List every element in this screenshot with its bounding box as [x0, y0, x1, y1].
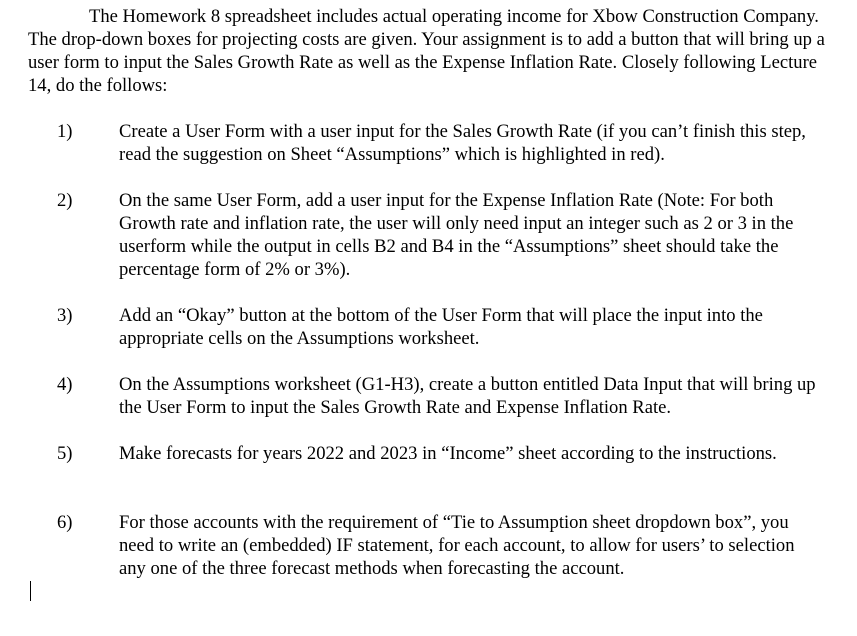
text-cursor[interactable] [30, 581, 31, 601]
list-item-number: 1) [57, 121, 73, 142]
list-item-text: Create a User Form with a user input for the Sales Growth Rate (if you can’t finish this step, read the suggestion on Sheet “Assumptions” which is highlighted in red). [119, 121, 806, 165]
list-item-text: On the Assumptions worksheet (G1-H3), create a button entitled Data Input that will bring up the User Form to input the Sales Growth Rate and Expense Inflation Rate. [119, 374, 816, 418]
list-item-number: 4) [57, 374, 73, 395]
list-item-number: 6) [57, 512, 73, 533]
list-item-text: Add an “Okay” button at the bottom of the User Form that will place the input into the appropriate cells on the Assumptions worksheet. [119, 305, 763, 349]
list-item-number: 5) [57, 443, 73, 464]
list-item-text: For those accounts with the requirement of “Tie to Assumption sheet dropdown box”, you need to write an (embedded) IF statement, for each account, to allow for users’ to selection any one of the three forecast methods when forecasting the account. [119, 512, 795, 579]
intro-paragraph: The Homework 8 spreadsheet includes actual operating income for Xbow Construction Company. The drop-down boxes for projecting costs are given. Your assignment is to add a button that will bring up a user form to input the Sales Growth Rate as well as the Expense Inflation Rate. Closely following Lecture 14, do the follows: [28, 6, 825, 96]
list-item-number: 2) [57, 190, 73, 211]
list-item-text: Make forecasts for years 2022 and 2023 in “Income” sheet according to the instructions. [119, 443, 777, 464]
list-item-text: On the same User Form, add a user input for the Expense Inflation Rate (Note: For both Growth rate and inflation rate, the user will only need input an integer such as 2 or 3 in the userform while the output in cells B2 and B4 in the “Assumptions” sheet should take the percentage form of 2% or 3%). [119, 190, 794, 280]
list-item-number: 3) [57, 305, 73, 326]
